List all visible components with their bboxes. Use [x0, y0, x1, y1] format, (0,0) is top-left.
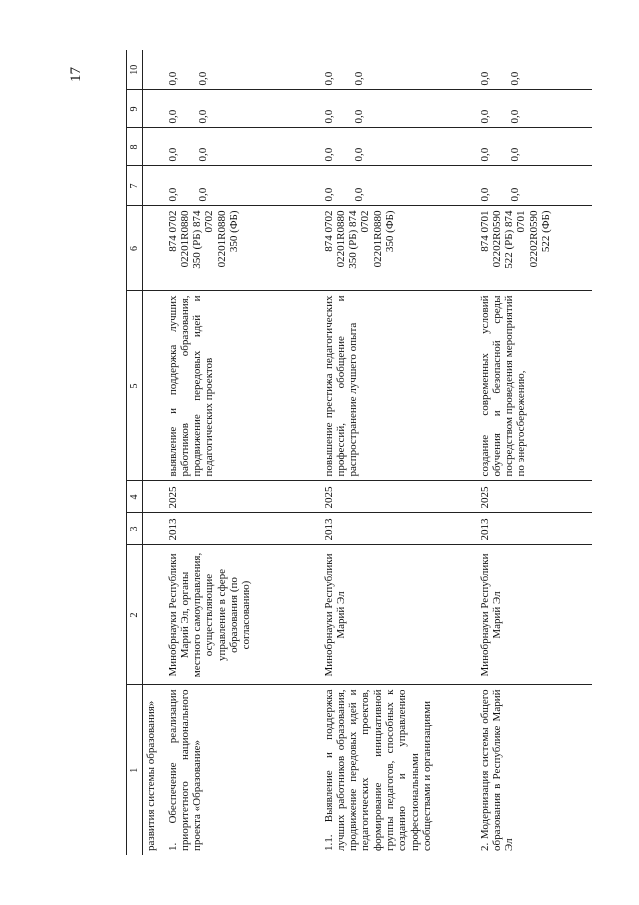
continuation-text: развития системы образования» — [143, 685, 164, 855]
amount-col8 — [164, 128, 320, 166]
column-header-7: 7 — [127, 166, 143, 206]
start-year: 2013 — [164, 513, 320, 545]
end-year: 2025 — [476, 481, 592, 513]
amount-col10 — [476, 50, 592, 90]
expected-result: выявление и поддержка лучших работников образования, продвижение передовых идей и педагогических проектов — [164, 291, 320, 481]
column-header-8: 8 — [127, 128, 143, 166]
amount-value: 0,0 — [322, 147, 335, 162]
expected-result: повышение престижа педагогических профессий, обобщение и распространение лучшего опыта — [320, 291, 476, 481]
amount-col9 — [164, 90, 320, 128]
amount-value: 0,0 — [352, 187, 365, 202]
column-header-2: 2 — [127, 545, 143, 685]
amount-value: 0,0 — [196, 109, 209, 124]
budget-code: 874 0702 02201R0880 350 (РБ) 874 0702 02201R0880 350 (ФБ) — [164, 206, 320, 291]
amount-value: 0,0 — [166, 109, 179, 124]
activity-name: 1.1. Выявление и поддержка лучших работников образования, продвижение передовых идей и педагогических проектов, формирование инициативной группы педагогов, способных к созданию и управлению профессиональными сообществами и организациями — [320, 685, 476, 855]
start-year: 2013 — [476, 513, 592, 545]
start-year: 2013 — [320, 513, 476, 545]
amount-value: 0,0 — [352, 147, 365, 162]
continuation-row — [143, 50, 164, 855]
amount-value: 0,0 — [478, 147, 491, 162]
amount-value: 0,0 — [196, 71, 209, 86]
amount-col9 — [320, 90, 476, 128]
executor: Минобрнауки Республики Марий Эл — [320, 545, 476, 685]
page-number: 17 — [68, 67, 84, 82]
activity-name: 1. Обеспечение реализации приоритетного национального проекта «Образование» — [164, 685, 320, 855]
amount-value: 0,0 — [478, 71, 491, 86]
amount-value: 0,0 — [166, 147, 179, 162]
column-header-6: 6 — [127, 206, 143, 291]
column-header-9: 9 — [127, 90, 143, 128]
amount-value: 0,0 — [322, 71, 335, 86]
budget-code: 874 0702 02201R0880 350 (РБ) 874 0702 02201R0880 350 (ФБ) — [320, 206, 476, 291]
amount-value: 0,0 — [352, 71, 365, 86]
column-header-3: 3 — [127, 513, 143, 545]
end-year: 2025 — [164, 481, 320, 513]
amount-col10 — [164, 50, 320, 90]
program-table — [126, 50, 592, 855]
expected-result: создание современных условий обучения и безопасной среды посредством проведения мероприятий по энергосбережению, — [476, 291, 592, 481]
amount-value: 0,0 — [508, 109, 521, 124]
end-year: 2025 — [320, 481, 476, 513]
table-row — [164, 50, 320, 855]
header-row — [127, 50, 143, 855]
amount-col7 — [164, 166, 320, 206]
amount-value: 0,0 — [322, 109, 335, 124]
table-row — [476, 50, 592, 855]
amount-col9 — [476, 90, 592, 128]
amount-col7 — [476, 166, 592, 206]
amount-value: 0,0 — [508, 147, 521, 162]
executor: Минобрнауки Республики Марий Эл — [476, 545, 592, 685]
amount-value: 0,0 — [508, 187, 521, 202]
table-row — [320, 50, 476, 855]
amount-value: 0,0 — [196, 147, 209, 162]
amount-value: 0,0 — [322, 187, 335, 202]
amount-value: 0,0 — [508, 71, 521, 86]
budget-code: 874 0701 02202R0590 522 (РБ) 874 0701 02202R0590 522 (ФБ) — [476, 206, 592, 291]
rotated-table-page — [126, 50, 626, 855]
amount-value: 0,0 — [478, 109, 491, 124]
column-header-5: 5 — [127, 291, 143, 481]
column-header-10: 10 — [127, 50, 143, 90]
amount-value: 0,0 — [166, 71, 179, 86]
executor: Минобрнауки Республики Марий Эл, органы местного самоуправления, осуществляющие управление в сфере образования (по согласованию) — [164, 545, 320, 685]
column-header-4: 4 — [127, 481, 143, 513]
amount-col8 — [476, 128, 592, 166]
amount-value: 0,0 — [196, 187, 209, 202]
amount-value: 0,0 — [352, 109, 365, 124]
column-header-1: 1 — [127, 685, 143, 855]
activity-name: 2. Модернизация системы общего образования в Республике Марий Эл — [476, 685, 592, 855]
amount-col10 — [320, 50, 476, 90]
amount-value: 0,0 — [166, 187, 179, 202]
amount-value: 0,0 — [478, 187, 491, 202]
amount-col7 — [320, 166, 476, 206]
amount-col8 — [320, 128, 476, 166]
